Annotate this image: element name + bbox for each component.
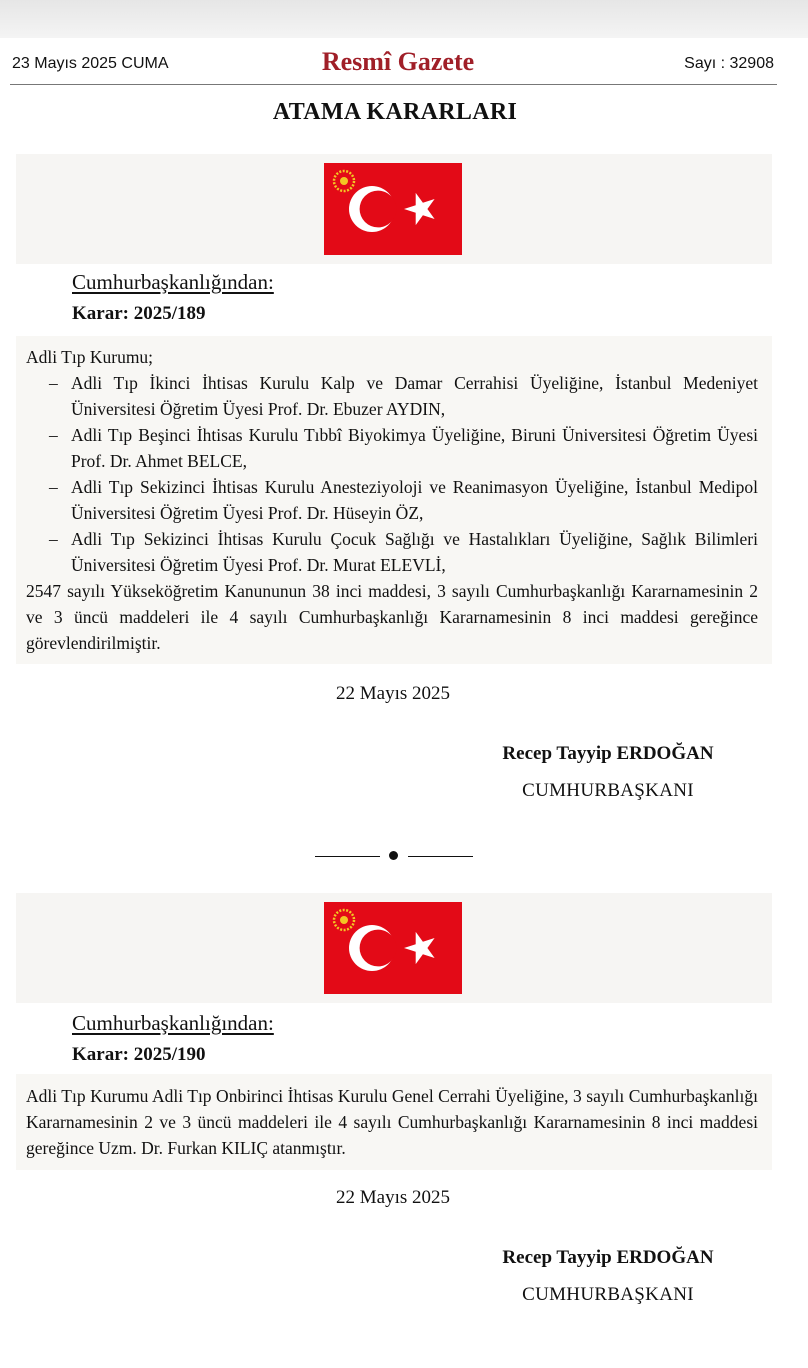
header-divider [10,84,777,85]
gazette-title: Resmî Gazete [321,47,475,76]
gazette-page [0,38,808,1368]
decision-body [16,336,772,664]
list-item-text: Adli Tıp Sekizinci İhtisas Kurulu Çocuk Sağlığı ve Hastalıkları Üyeliğine, Sağlık Bilimleri Üniversitesi Öğretim Üyesi Prof. Dr. Murat ELEVLİ, [71,529,758,575]
issuer-heading: Cumhurbaşkanlığından: [72,270,274,294]
decision-number: Karar: 2025/190 [72,1044,206,1065]
dash-bullet: – [49,477,58,497]
issue-number: Sayı : 32908 [684,55,774,72]
viewer-top-shade [0,0,808,38]
signatory-title: CUMHURBAŞKANI [522,1284,694,1305]
list-item-text: Adli Tıp İkinci İhtisas Kurulu Kalp ve Damar Cerrahisi Üyeliğine, İstanbul Medeniyet Üniversitesi Öğretim Üyesi Prof. Dr. Ebuzer AYDIN, [71,373,758,419]
decision-closing: 2547 sayılı Yükseköğretim Kanununun 38 inci maddesi, 3 sayılı Cumhurbaşkanlığı Kararnamesinin 2 ve 3 üncü maddeleri ile 4 sayılı Cumhurbaşkanlığı Kararnamesinin 8 inci maddesi gereğince görevlendirilmiştir. [26,581,758,653]
list-item-text: Adli Tıp Sekizinci İhtisas Kurulu Anesteziyoloji ve Reanimasyon Üyeliğine, İstanbul Medipol Üniversitesi Öğretim Üyesi Prof. Dr. Hüseyin ÖZ, [71,477,758,523]
dash-bullet: – [49,529,58,549]
signatory-title: CUMHURBAŞKANI [522,780,694,801]
dash-bullet: – [49,373,58,393]
list-item [26,422,758,474]
appointment-list [26,370,758,578]
dash-bullet: – [49,425,58,445]
section-title: ATAMA KARARLARI [272,99,518,125]
signatory-name: Recep Tayyip ERDOĞAN [502,1247,714,1268]
presidential-flag-icon [324,902,462,994]
section-separator [0,846,808,866]
header-date: 23 Mayıs 2025 CUMA [12,55,169,72]
decision-date: 22 Mayıs 2025 [336,683,450,704]
signatory-name: Recep Tayyip ERDOĞAN [502,743,714,764]
list-item-text: Adli Tıp Beşinci İhtisas Kurulu Tıbbî Biyokimya Üyeliğine, Biruni Üniversitesi Öğretim Üyesi Prof. Dr. Ahmet BELCE, [71,425,758,471]
list-item [26,370,758,422]
list-item [26,474,758,526]
decision-text: Adli Tıp Kurumu Adli Tıp Onbirinci İhtisas Kurulu Genel Cerrahi Üyeliğine, 3 sayılı Cumhurbaşkanlığı Kararnamesinin 2 ve 3 üncü maddeleri ile 4 sayılı Cumhurbaşkanlığı Kararnamesinin 8 inci maddesi gereğince Uzm. Dr. Furkan KILIÇ atanmıştır. [26,1086,758,1158]
issuer-heading: Cumhurbaşkanlığından: [72,1011,274,1035]
decision-intro: Adli Tıp Kurumu; [26,347,154,367]
decision-body [16,1074,772,1170]
decision-date: 22 Mayıs 2025 [336,1187,450,1208]
decision-number: Karar: 2025/189 [72,303,206,324]
list-item [26,526,758,578]
presidential-flag-icon [324,163,462,255]
